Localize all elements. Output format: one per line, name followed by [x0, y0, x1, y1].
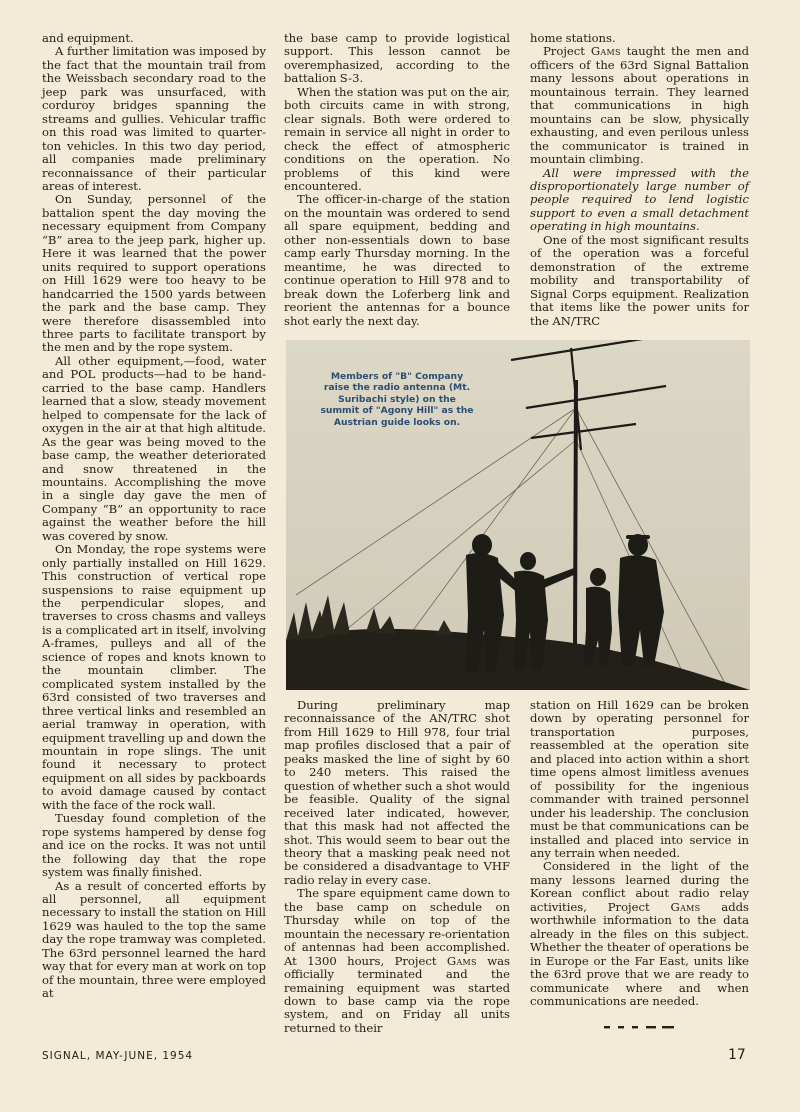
paragraph: On Monday, the rope systems were only partially installed on Hill 1629. This construction of vertical rope suspensions to raise equipment up the perpendicular slopes, and traverses to cross chasms and valleys is a complicated art in itself, involving A-frames, pulleys and all of the science of ropes and knots known to the mountain climber. The complicated system installed by the 63rd consisted of two traverses and three vertical links and resembled an aerial tramway in operation, with equipment travelling up and down the mountain in rope slings. The unit found it necessary to protect equipment on all sides by packboards to avoid damage caused by contact with the face of the rock wall. — [42, 542, 266, 812]
paragraph — [530, 167, 749, 234]
paragraph: During preliminary map reconnaissance of the AN/TRC shot from Hill 1629 to Hill 978, four trial map profiles disclosed that a pair of peaks masked the line of sight by 60 to 240 meters. This raised the question of whether such a shot would be feasible. Quality of the signal received later indicated, however, that this mask had not affected the shot. This would seem to bear out the theory that a masking peak need not be considered a disadvantage to VHF radio relay in every case. — [284, 698, 510, 887]
text-run: taught the men and officers of the 63rd Signal Battalion many lessons about operations in mountainous terrain. They learned that communications in high mountains can be slow, physically exhausting, and even perilous unless the communicator is trained in mountain climbing. — [530, 44, 749, 167]
text-run: adds worthwhile information to the data already in the files on this subject. Whether the theater of operations be in Europe or the Far East, units like the 63rd prove that we are ready to communicate where and when communications are needed. — [530, 899, 749, 1008]
column-3-bottom — [530, 699, 749, 1008]
publication-footer: SIGNAL, MAY-JUNE, 1954 — [42, 1050, 194, 1062]
paragraph — [284, 887, 510, 1035]
end-of-article-mark — [604, 1026, 674, 1029]
paragraph: home stations. — [530, 31, 616, 45]
paragraph — [530, 860, 749, 1008]
column-1 — [42, 32, 266, 1001]
paragraph: When the station was put on the air, both circuits came in with strong, clear signals. Both were ordered to remain in service all night in order to check the effect of atmospheric conditions on the operation. No problems of this kind were encountered. — [284, 84, 510, 193]
page-number: 17 — [728, 1047, 746, 1063]
italic-text: All were impressed with the disproportionately large number of people required to lend logistic support to even a small detachment operating in high mountains. — [530, 165, 749, 234]
text-run: Project — [543, 44, 591, 59]
paragraph: One of the most significant results of the operation was a forceful demonstration of the extreme mobility and transportability of Signal Corps equipment. Realization that items like the power units for the AN/TRC — [530, 232, 749, 328]
project-name: Gams — [670, 899, 701, 914]
paragraph: station on Hill 1629 can be broken down by operating personnel for transportation purposes, reassembled at the operation site and placed into action within a short time opens almost limitless avenues of possibility for the ingenious commander with trained personnel under his leadership. The conclusion must be that communications can be installed and placed into service in any terrain when needed. — [530, 698, 749, 860]
column-2-top — [284, 32, 510, 328]
paragraph: and equipment. — [42, 31, 134, 45]
paragraph — [530, 45, 749, 166]
project-name: Gams — [446, 953, 477, 968]
paragraph: The officer-in-charge of the station on the mountain was ordered to send all spare equipment, bedding and other non-essentials down to base camp early Thursday morning. In the meantime, he was directed to continue operation to Hill 978 and to break down the Loferberg link and reorient the antennas for a bounce shot early the next day. — [284, 192, 510, 328]
paragraph: On Sunday, personnel of the battalion spent the day moving the necessary equipment from Company “B” area to the jeep park, higher up. Here it was learned that the power units required to support operations on Hill 1629 were too heavy to be handcarried the 1500 yards between the park and the base camp. They were therefore disassembled into three parts to facilitate transport by the men and by the rope system. — [42, 192, 266, 355]
paragraph: the base camp to provide logistical support. This lesson cannot be overemphasized, according to the battalion S-3. — [284, 31, 510, 86]
column-3-top — [530, 32, 749, 328]
column-2-bottom — [284, 699, 510, 1035]
text-run: was officially terminated and the remaining equipment was started down to base camp via the rope system, and on Friday all units returned to their — [284, 953, 510, 1035]
photo-caption: Members of "B" Company raise the radio antenna (Mt. Suribachi style) on the summit of "Agony Hill" as the Austrian guide looks on. — [320, 371, 474, 428]
paragraph: All other equipment,—food, water and POL products—had to be hand-carried to the base camp. Handlers learned that a slow, steady movement helped to compensate for the lack of oxygen in the air at that high altitude. As the gear was being moved to the base camp, the weather deteriorated and snow threatened in the mountains. Accomplishing the move in a single day gave the men of Company “B” an opportunity to race against the weather before the hill was covered by snow. — [42, 353, 266, 543]
paragraph: As a result of concerted efforts by all personnel, all equipment necessary to install the station on Hill 1629 was hauled to the top the same day the rope tramway was completed. The 63rd personnel learned the hard way that for every man at work on top of the mountain, three were employed at — [42, 878, 266, 1001]
paragraph: Tuesday found completion of the rope systems hampered by dense fog and ice on the rocks. It was not until the following day that the rope system was finally finished. — [42, 811, 266, 880]
text-run: The spare equipment came down to the base camp on schedule on Thursday while on top of the mountain the necessary re-orientation of antennas had been accomplished. At 1300 hours, Project — [284, 886, 510, 968]
text-run: Considered in the light of the many lessons learned during the Korean conflict about radio relay activities, Project — [530, 859, 749, 914]
paragraph: A further limitation was imposed by the fact that the mountain trail from the Weissbach secondary road to the jeep park was unsurfaced, with corduroy bridges spanning the streams and gullies. Vehicular traffic on this road was limited to quarter-ton vehicles. In this two day period, all companies made preliminary reconnaissance of their particular areas of interest. — [42, 44, 266, 193]
project-name: Gams — [590, 44, 621, 59]
